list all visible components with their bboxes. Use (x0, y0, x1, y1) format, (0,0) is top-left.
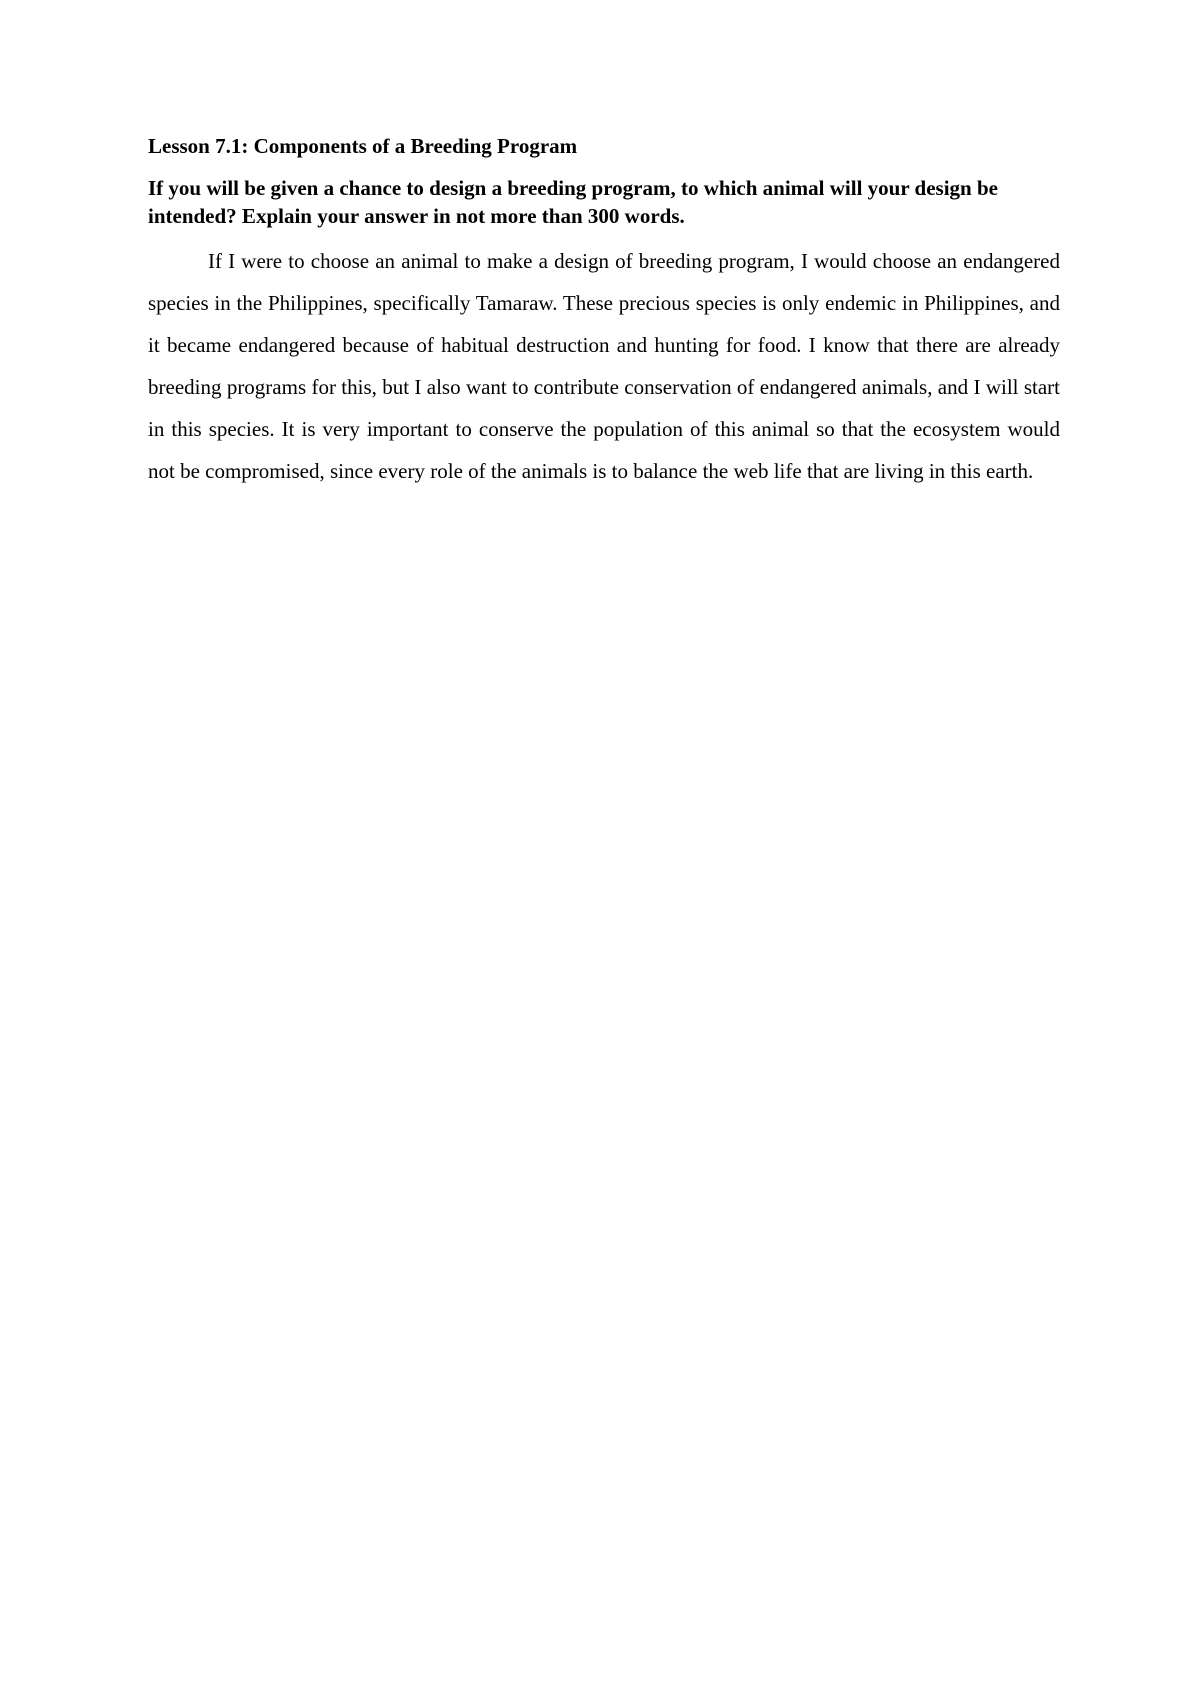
lesson-title: Lesson 7.1: Components of a Breeding Program (148, 134, 578, 158)
question-prompt: If you will be given a chance to design a breeding program, to which animal will your design be intended? Explain your answer in not more than 300 words. (148, 176, 998, 228)
answer-paragraph: If I were to choose an animal to make a design of breeding program, I would choose an endangered species in the Philippines, specifically Tamaraw. These precious species is only endemic in Philippines, and it became endangered because of habitual destruction and hunting for food. I know that there are already breeding programs for this, but I also want to contribute conservation of endangered animals, and I will start in this species. It is very important to conserve the population of this animal so that the ecosystem would not be compromised, since every role of the animals is to balance the web life that are living in this earth. (148, 249, 1060, 483)
document-body (148, 132, 1060, 492)
